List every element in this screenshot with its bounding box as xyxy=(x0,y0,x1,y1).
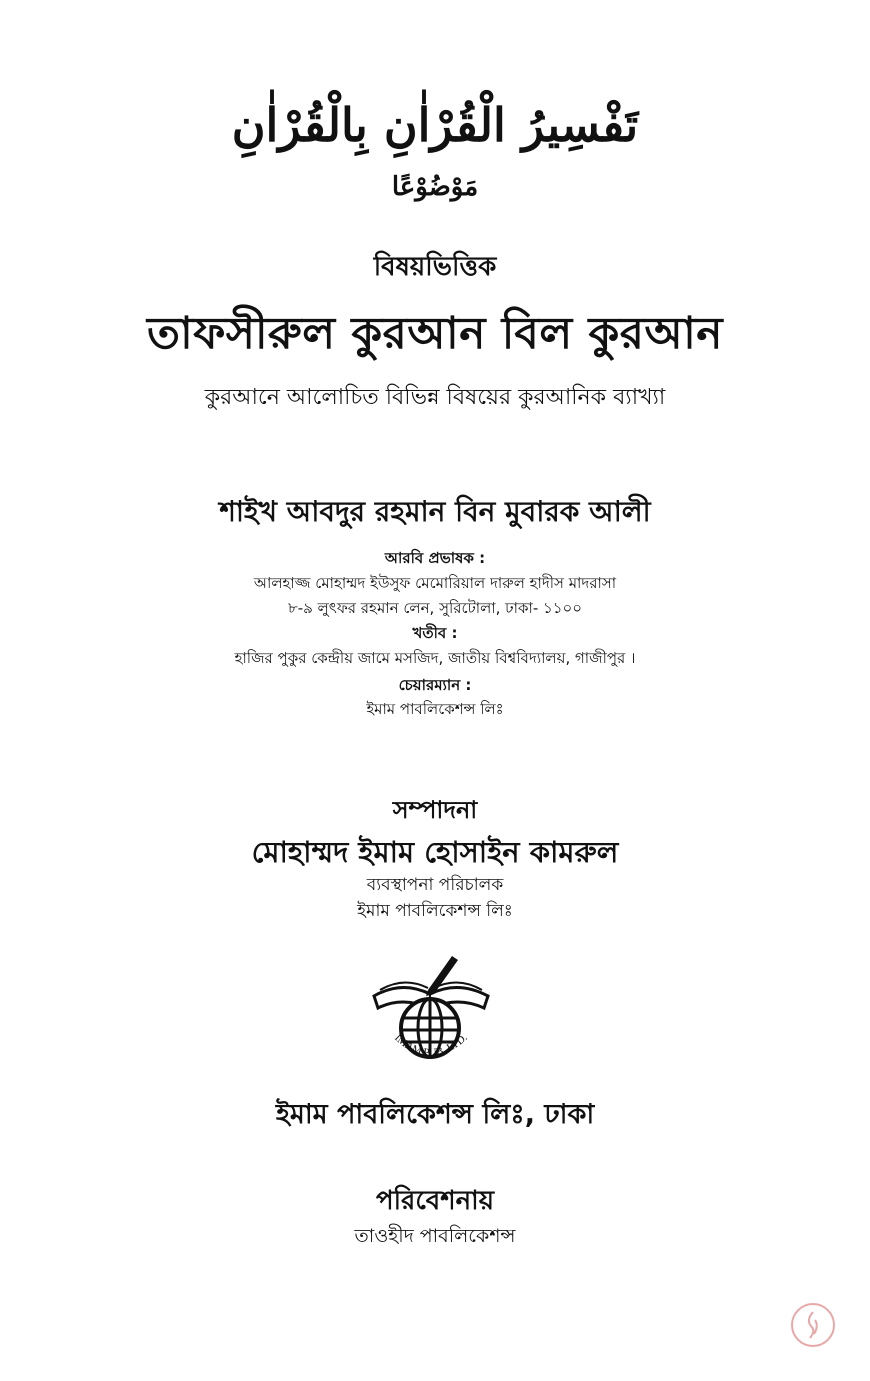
publisher-logo xyxy=(366,950,496,1065)
editor-role: ব্যবস্থাপনা পরিচালক xyxy=(366,875,504,895)
position-line: হাজির পুকুর কেন্দ্রীয় জামে মসজিদ, জাতীয় বিশ্ববিদ্যালয়, গাজীপুর । xyxy=(234,649,636,667)
book-subtitle: কুরআনে আলোচিত বিভিন্ন বিষয়ের কুরআনিক ব্যাখ্যা xyxy=(204,385,666,410)
watermark-icon xyxy=(788,1300,838,1350)
distribution-label: পরিবেশনায় xyxy=(375,1186,495,1216)
distributor-name: তাওহীদ পাবলিকেশন্স xyxy=(354,1225,516,1247)
position-line: ৮-৯ লুৎফর রহমান লেন, সুরিটোলা, ঢাকা- ১১০০ xyxy=(287,599,582,617)
series-label: বিষয়ভিত্তিক xyxy=(373,252,497,282)
arabic-title: تَفْسِيرُ الْقُرْاٰنِ بِالْقُرْاٰنِ xyxy=(231,98,639,152)
position-label-lecturer: আরবি প্রভাষক : xyxy=(384,549,486,567)
logo-text: IMAM PUB. LTD. xyxy=(392,1031,470,1060)
arabic-subtitle: مَوْضُوْعًا xyxy=(391,172,479,202)
book-title: তাফসীরুল কুরআন বিল কুরআন xyxy=(146,308,724,359)
position-label-chairman: চেয়ারম্যান : xyxy=(398,676,472,694)
author-name: শাইখ আবদুর রহমান বিন মুবারক আলী xyxy=(219,495,651,528)
editor-organization: ইমাম পাবলিকেশন্স লিঃ xyxy=(357,901,513,921)
position-line: আলহাজ্জ মোহাম্মদ ইউসুফ মেমোরিয়াল দারুল হাদীস মাদরাসা xyxy=(253,574,617,592)
editor-name: মোহাম্মদ ইমাম হোসাইন কামরুল xyxy=(251,835,619,869)
position-line: ইমাম পাবলিকেশন্স লিঃ xyxy=(366,700,504,718)
editor-label: সম্পাদনা xyxy=(392,796,478,824)
publisher: ইমাম পাবলিকেশন্স লিঃ, ঢাকা xyxy=(275,1099,595,1130)
position-label-khatib: খতীব : xyxy=(412,624,458,642)
